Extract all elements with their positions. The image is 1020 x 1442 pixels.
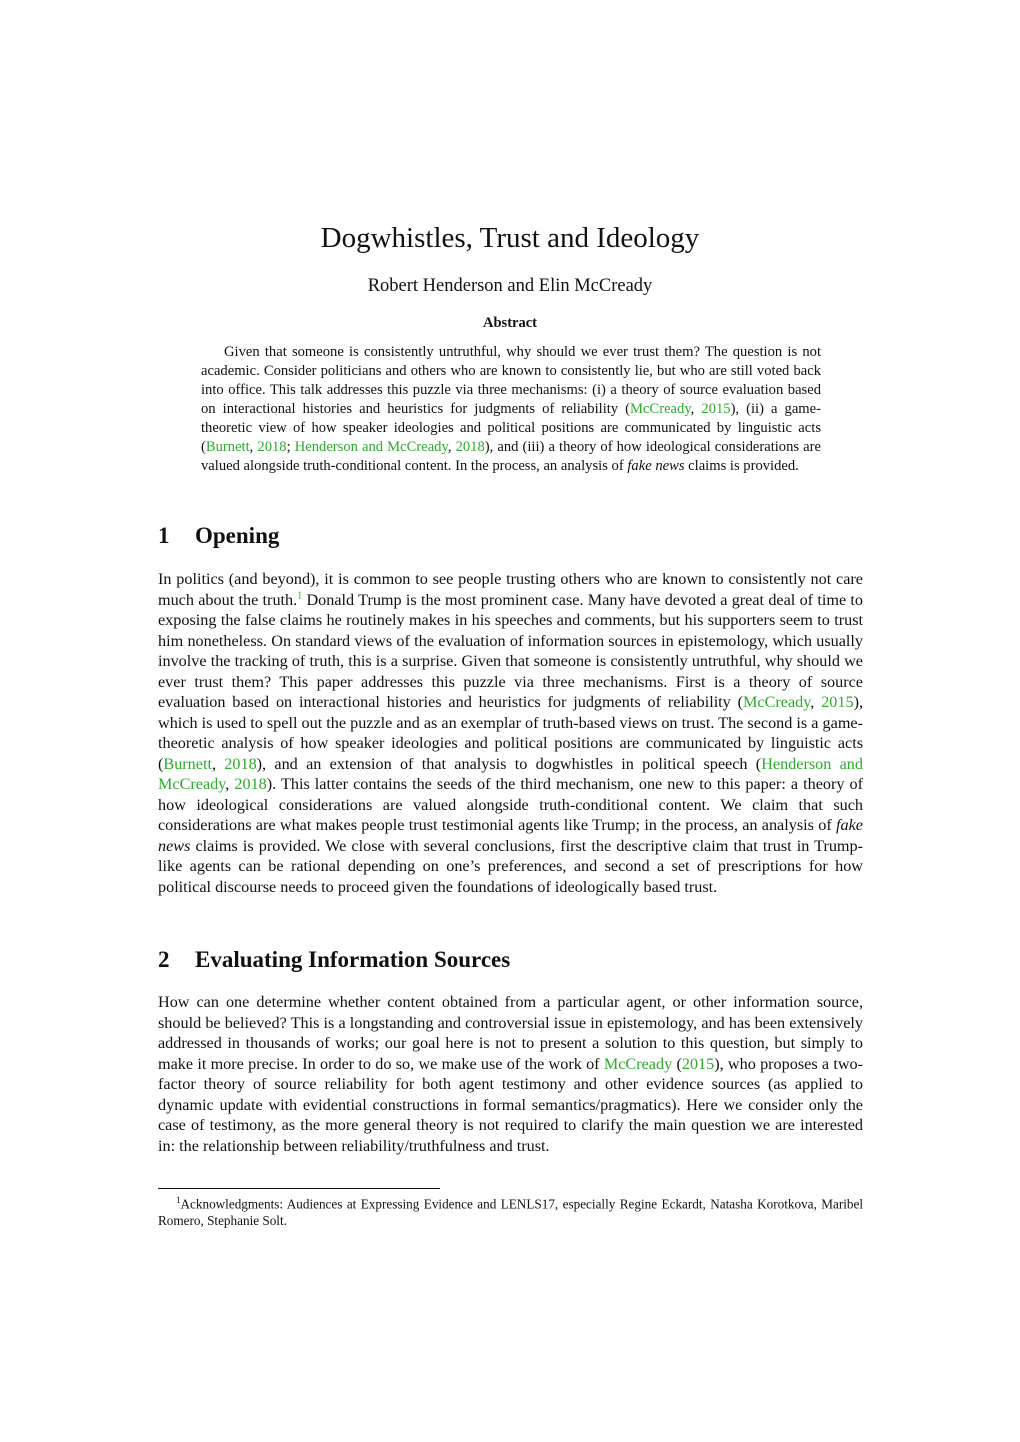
section-2-paragraph [158,992,863,1156]
citation-link[interactable]: 2018 [224,754,257,773]
text-run: ), (ii) a game-theoretic view of how speaker ideologies and political positions are communicated by linguistic acts ( [201,401,821,455]
text-run: How can one determine whether content obtained from a particular agent, or other information source, should be believed? This is a longstanding and controversial issue in epistemology, and has been extensively addressed in thousands of works; our goal here is not to present a solution to this question, but simply to make it more precise. In order to do so, we make use of the work of [158,993,863,1073]
text-run: claims is provided. [684,458,799,474]
footnote-mark: 1 [176,1195,181,1205]
text-run: , [690,401,702,417]
text-run: , [249,439,258,455]
section-2-heading [158,947,510,973]
abstract-heading: Abstract [483,315,537,331]
emphasis-text: fake news [158,816,863,855]
citation-link[interactable]: McCready [630,401,691,417]
text-run: , [810,693,822,711]
footnote [158,1192,863,1229]
text-run: , [447,439,456,455]
text-run: ), which is used to spell out the puzzle and as an exemplar of truth-based views on trust. The second is a game-theoretic analysis of how speaker ideologies and political positions are communicated by linguistic acts ( [158,693,863,773]
footnote-link[interactable]: 1 [297,590,303,602]
section-number: 1 [158,523,170,548]
section-title: Opening [195,523,280,548]
citation-link[interactable]: Henderson and McCready [158,754,863,793]
citation-link[interactable]: 2015 [681,1054,715,1073]
section-1-heading [158,523,279,549]
text-run: ). This latter contains the seeds of the third mechanism, one new to this paper: a theory of how ideological considerations are valued alongside truth-conditional content. We claim that such considerations are what makes people trust testimonial agents like Trump; in the process, an analysis of [158,775,863,834]
citation-link[interactable]: 2018 [257,439,287,455]
citation-link[interactable]: 2018 [234,775,267,793]
text-run: Donald Trump is the most prominent case. Many have devoted a great deal of time to exposing the false claims he routinely makes in his speeches and comments, but his supporters seem to trust him nonetheless. On standard views of the evaluation of information sources in epistemology, which usually involve the tracking of truth, this is a surprise. Given that someone is consistently untruthful, why should we ever trust them? This paper addresses this puzzle via three mechanisms. First is a theory of source evaluation based on interactional histories and heuristics for judgments of reliability ( [158,590,864,711]
citation-link[interactable]: 2018 [455,439,485,455]
citation-link[interactable]: McCready [603,1054,673,1073]
emphasis-text: fake news [627,458,685,474]
text-run: , [211,754,225,773]
citation-link[interactable]: McCready [743,693,811,711]
citation-link[interactable]: 2015 [701,401,731,417]
text-run: Given that someone is consistently untruthful, why should we ever trust them? The question is not academic. Consider politicians and others who are known to consistently lie, but who are still voted back into office. This talk addresses this puzzle via three mechanisms: (i) a theory of source evaluation based on interactional histories and heuristics for judgments of reliability ( [201,344,821,417]
citation-link[interactable]: Burnett [163,754,212,773]
paper-authors: Robert Henderson and Elin McCready [367,276,653,296]
section-number: 2 [158,947,170,972]
section-1-paragraph [158,569,863,897]
abstract-text [201,343,821,476]
text-run: In politics (and beyond), it is common to see people trusting others who are known to consistently not care much about the truth. [158,570,863,609]
citation-link[interactable]: 2015 [821,693,854,711]
text-run: claims is provided. We close with several conclusions, first the descriptive claim that trust in Trump-like agents can be rational depending on one’s preferences, and second a set of prescriptions for how political discourse needs to proceed given the foundations of ideologically based trust. [158,836,863,896]
paper-title: Dogwhistles, Trust and Ideology [320,222,700,254]
text-run: , [225,775,235,793]
text-run: ), and an extension of that analysis to dogwhistles in political speech ( [256,754,762,773]
text-run: ; [286,439,295,455]
text-run: ), and (iii) a theory of how ideological considerations are valued alongside truth-conditional content. In the process, an analysis of [201,439,821,474]
section-title: Evaluating Information Sources [195,947,511,972]
citation-link[interactable]: Burnett [205,439,250,455]
text-run: ( [672,1054,682,1073]
text-run: ), who proposes a two-factor theory of source reliability for both agent testimony and other evidence sources (as applied to dynamic update with evidential constructions in formal semantics/pragmatics). Here we consider only the case of testimony, as the more general theory is not required to clarify the main question we are interested in: the relationship between reliability/truthfulness and trust. [158,1054,864,1155]
footnote-text: Acknowledgments: Audiences at Expressing Evidence and LENLS17, especially Regine Eckardt, Natasha Korotkova, Maribel Romero, Stephanie Solt. [158,1196,863,1228]
citation-link[interactable]: Henderson and McCready [294,439,448,455]
footnote-rule [158,1188,440,1189]
